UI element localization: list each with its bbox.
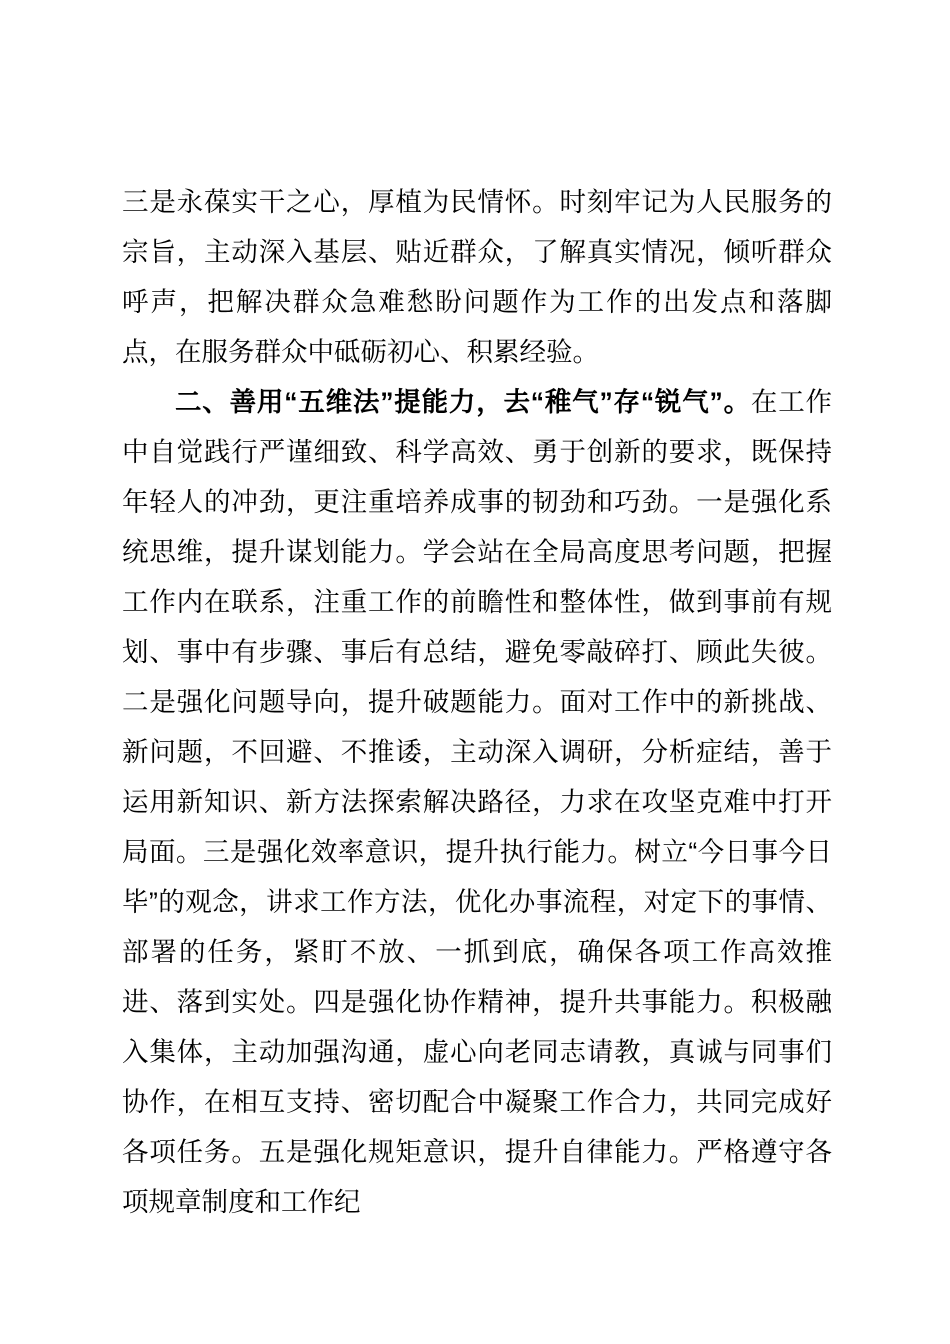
- paragraph-section-two: [122, 377, 832, 1227]
- paragraph-point-three-text: 三是永葆实干之心，厚植为民情怀。时刻牢记为人民服务的宗旨，主动深入基层、贴近群众，了解真实情况，倾听群众呼声，把解决群众急难愁盼问题作为工作的出发点和落脚点，在服务群众中砥砺初心、积累经验。: [122, 187, 832, 367]
- section-two-heading: 二、善用“五维法”提能力，去“稚气”存“锐气”。: [175, 387, 751, 417]
- paragraph-point-three: [122, 177, 832, 377]
- document-body: [122, 177, 832, 1227]
- section-two-body-text: 在工作中自觉践行严谨细致、科学高效、勇于创新的要求，既保持年轻人的冲劲，更注重培养成事的韧劲和巧劲。一是强化系统思维，提升谋划能力。学会站在全局高度思考问题，把握工作内在联系，注重工作的前瞻性和整体性，做到事前有规划、事中有步骤、事后有总结，避免零敲碎打、顾此失彼。二是强化问题导向，提升破题能力。面对工作中的新挑战、新问题，不回避、不推诿，主动深入调研，分析症结，善于运用新知识、新方法探索解决路径，力求在攻坚克难中打开局面。三是强化效率意识，提升执行能力。树立“今日事今日毕”的观念，讲求工作方法，优化办事流程，对定下的事情、部署的任务，紧盯不放、一抓到底，确保各项工作高效推进、落到实处。四是强化协作精神，提升共事能力。积极融入集体，主动加强沟通，虚心向老同志请教，真诚与同事们协作，在相互支持、密切配合中凝聚工作合力，共同完成好各项任务。五是强化规矩意识，提升自律能力。严格遵守各项规章制度和工作纪: [122, 387, 833, 1217]
